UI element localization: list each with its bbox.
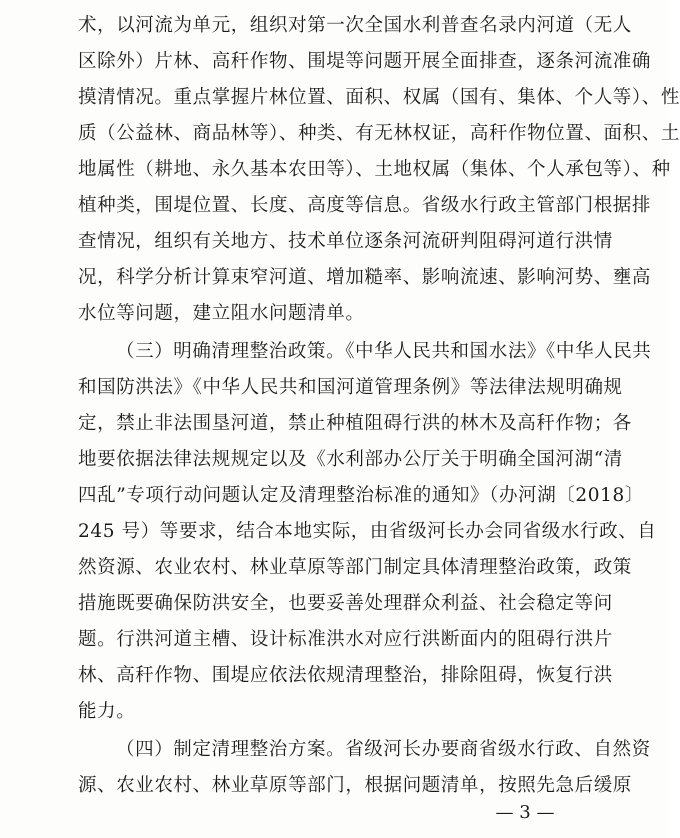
paragraph-section-4	[78, 732, 651, 804]
page-number: — 3 —	[495, 802, 555, 823]
text-line: 术，以河流为单元，组织对第一次全国水利普查名录内河道（无人	[78, 15, 632, 36]
text-line: 质（公益林、商品林等）、种类、有无林权证，高秆作物位置、面积、土	[78, 123, 680, 144]
text-line: 地属性（耕地、永久基本农田等）、土地权属（集体、个人承包等）、种	[78, 159, 671, 180]
text-line: 措施既要确保防洪安全，也要妥善处理群众利益、社会稳定等问	[78, 593, 613, 614]
text-line: 况，科学分析计算束窄河道、增加糙率、影响流速、影响河势、壅高	[78, 267, 652, 288]
document-body	[78, 8, 680, 804]
text-line: 四乱”专项行动问题认定及清理整治标准的通知》（办河湖〔2018〕	[78, 485, 644, 506]
text-line: 和国防洪法》《中华人民共和国河道管理条例》等法律法规明确规	[78, 377, 623, 398]
text-line: 定，禁止非法围垦河道，禁止种植阻碍行洪的林木及高秆作物；各	[78, 413, 632, 434]
text-line: 能力。	[78, 701, 136, 722]
text-line: 摸清情况。重点掌握片林位置、面积、权属（国有、集体、个人等）、性	[78, 87, 680, 108]
text-line: 查情况，组织有关地方、技术单位逐条河流研判阻碍河道行洪情	[78, 231, 613, 252]
text-line: 区除外）片林、高秆作物、围堤等问题开展全面排查，逐条河流准确	[78, 51, 652, 72]
text-line: 植种类，围堤位置、长度、高度等信息。省级水行政主管部门根据排	[78, 195, 652, 216]
paragraph-section-3	[78, 334, 657, 730]
paragraph-investigation	[78, 8, 680, 332]
text-line: 245 号）等要求，结合本地实际，由省级河长办会同省级水行政、自	[78, 521, 657, 542]
text-line: 水位等问题，建立阻水问题清单。	[78, 303, 365, 324]
section-heading-line: （三）明确清理整治政策。《中华人民共和国水法》《中华人民共	[116, 341, 652, 362]
text-line: 题。行洪河道主槽、设计标准洪水对应行洪断面内的阻碍行洪片	[78, 629, 613, 650]
text-line: 林、高秆作物、围堤应依法依规清理整治，排除阻碍，恢复行洪	[78, 665, 613, 686]
text-line: 然资源、农业农村、林业草原等部门制定具体清理整治政策，政策	[78, 557, 632, 578]
section-heading-line: （四）制定清理整治方案。省级河长办要商省级水行政、自然资	[116, 739, 651, 760]
text-line: 地要依据法律法规规定以及《水利部办公厅关于明确全国河湖“清	[78, 449, 623, 470]
text-line: 源、农业农村、林业草原等部门，根据问题清单，按照先急后缓原	[78, 775, 632, 796]
